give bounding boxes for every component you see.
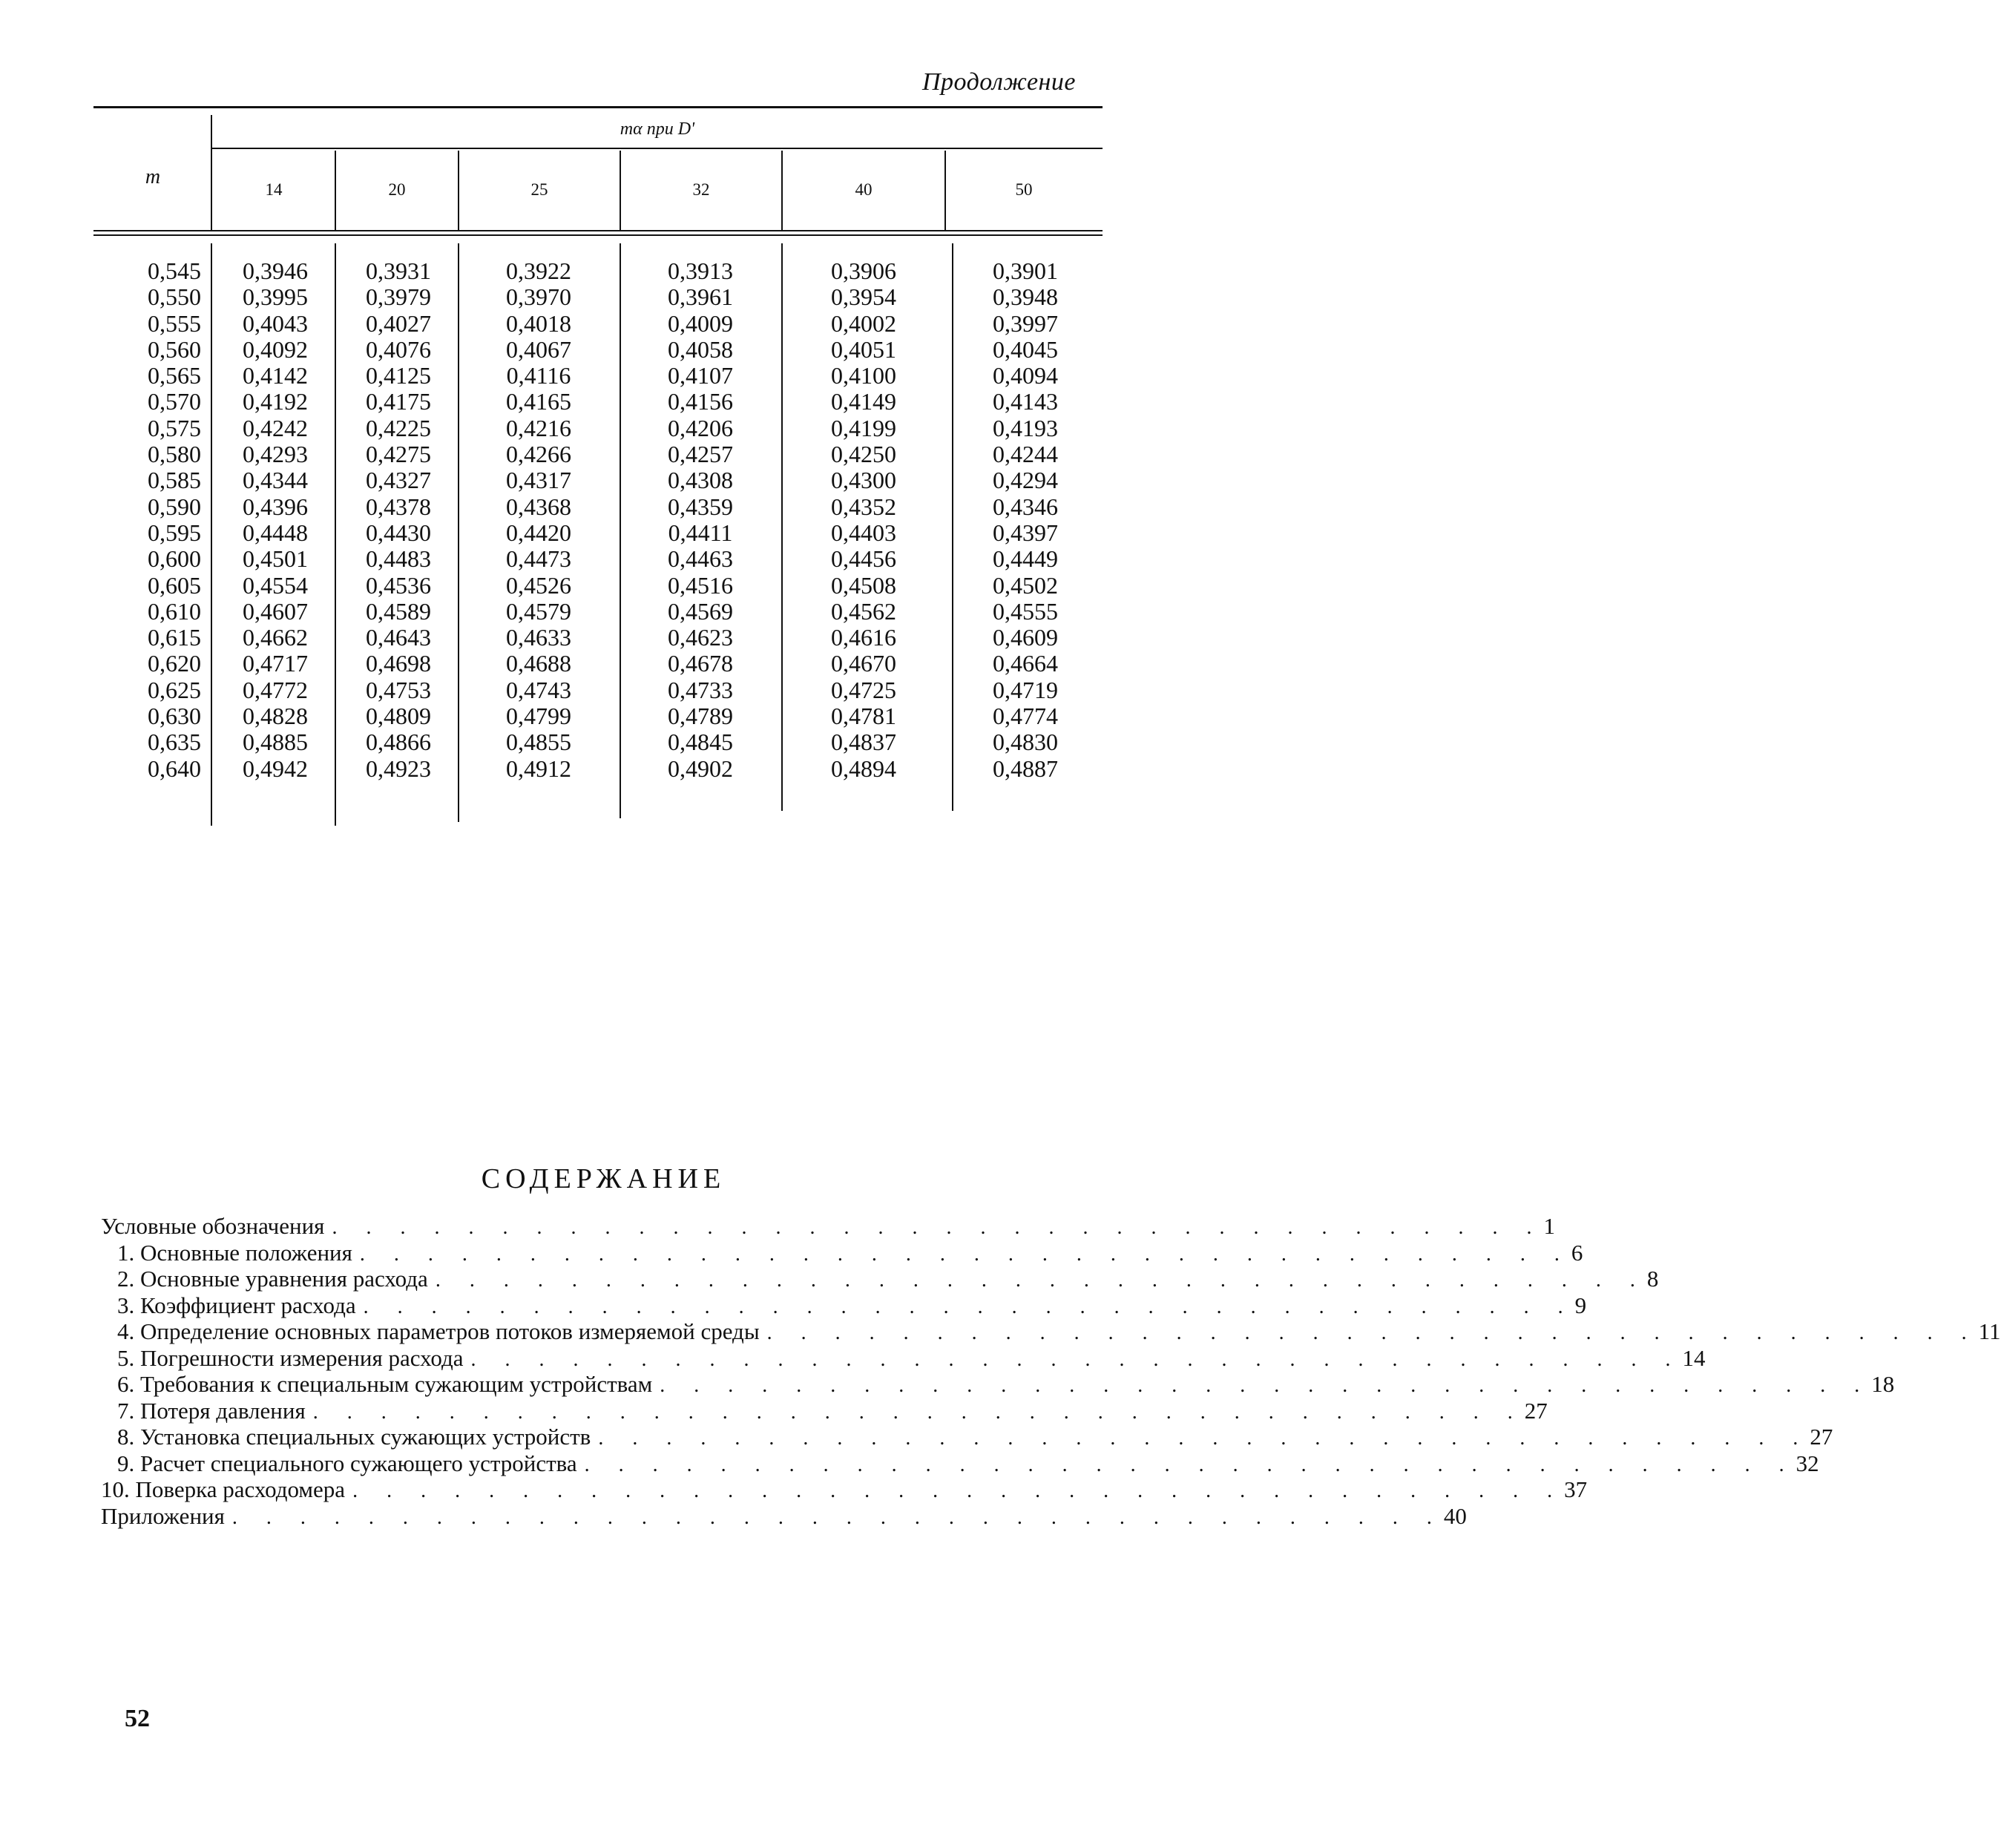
table-cell-m: 0,640 (148, 754, 201, 782)
column-header-25: 25 (530, 180, 548, 199)
table-cell: 0,4473 (506, 545, 571, 573)
table-cell: 0,4774 (993, 703, 1058, 730)
dot-leader: . . . . . . . . . . . . . . . . . . . . . . . . . . . . . . . . . . . . (435, 1269, 1647, 1292)
table-cell: 0,4662 (243, 624, 308, 651)
contents-entry-page: 8 (1646, 1266, 1659, 1292)
table-cell: 0,4589 (366, 597, 431, 625)
table-cell: 0,4346 (993, 493, 1058, 520)
contents-entry (101, 1213, 1555, 1240)
table-cell-m: 0,565 (148, 362, 201, 389)
table-cell: 0,4076 (366, 335, 431, 363)
table-cell: 0,4266 (506, 441, 571, 468)
table-cell: 0,4175 (366, 388, 431, 415)
table-cell: 0,4397 (993, 519, 1058, 546)
column-divider (620, 243, 621, 818)
contents-entry-page: 6 (1571, 1239, 1583, 1266)
dot-leader: . . . . . . . . . . . . . . . . . . . . . . . . . . . . . . . . . . . . (359, 1242, 1571, 1266)
table-cell: 0,4359 (668, 493, 733, 520)
table-cell: 0,4206 (668, 414, 733, 441)
contents-entry-page: 40 (1443, 1502, 1467, 1529)
table-cell: 0,4912 (506, 754, 571, 782)
table-cell: 0,4257 (668, 441, 733, 468)
table-cell: 0,4244 (993, 441, 1058, 468)
table-cell: 0,4193 (993, 414, 1058, 441)
table-cell: 0,4569 (668, 597, 733, 625)
table-cell: 0,4678 (668, 650, 733, 677)
column-divider (944, 151, 946, 230)
contents-entry-label: 9. Расчет специального сужающего устройства (117, 1450, 585, 1477)
contents-entry (101, 1450, 1819, 1477)
table-cell: 0,3946 (243, 257, 308, 284)
table-cell: 0,4396 (243, 493, 308, 520)
column-divider (211, 243, 212, 826)
table-cell-m: 0,560 (148, 335, 201, 363)
contents-entry-page: 11 (1978, 1318, 2001, 1344)
table-cell: 0,3913 (668, 257, 733, 284)
table-cell: 0,4242 (243, 414, 308, 441)
table-of-contents (101, 1213, 2001, 1529)
table-cell: 0,4463 (668, 545, 733, 573)
contents-entry (101, 1292, 1587, 1319)
table-cell: 0,4809 (366, 703, 431, 730)
table-cell: 0,4579 (506, 597, 571, 625)
table-cell: 0,4501 (243, 545, 308, 573)
table-cell: 0,4275 (366, 441, 431, 468)
table-cell-m: 0,615 (148, 624, 201, 651)
contents-entry (101, 1344, 1706, 1372)
contents-entry-label: Условные обозначения (101, 1213, 332, 1240)
table-cell: 0,4149 (831, 388, 896, 415)
table-cell-m: 0,570 (148, 388, 201, 415)
table-cell: 0,4165 (506, 388, 571, 415)
table-cell: 0,4456 (831, 545, 896, 573)
table-cell: 0,3970 (506, 283, 571, 311)
table-cell: 0,4733 (668, 676, 733, 703)
table-cell: 0,4094 (993, 362, 1058, 389)
table-cell: 0,4830 (993, 729, 1058, 756)
contents-entry-page: 27 (1524, 1397, 1548, 1424)
column-divider (781, 151, 783, 230)
table-cell: 0,4051 (831, 335, 896, 363)
table-cell: 0,4894 (831, 754, 896, 782)
table-cell: 0,4633 (506, 624, 571, 651)
table-cell: 0,3906 (831, 257, 896, 284)
contents-entry (101, 1502, 1467, 1530)
contents-entry-label: 4. Определение основных параметров потоков измеряемой среды (117, 1318, 767, 1345)
table-cell: 0,3922 (506, 257, 571, 284)
contents-entry-page: 32 (1795, 1450, 1819, 1476)
group-header-rule (212, 148, 1103, 149)
table-cell: 0,4526 (506, 571, 571, 599)
contents-entry-page: 27 (1810, 1424, 1833, 1450)
table-cell: 0,4344 (243, 467, 308, 494)
dot-leader: . . . . . . . . . . . . . . . . . . . . . . . . . . . . . . . . . . . . (598, 1427, 1810, 1450)
table-cell: 0,3931 (366, 257, 431, 284)
column-headers (212, 180, 1103, 210)
table-cell-m: 0,625 (148, 676, 201, 703)
table-cell: 0,4192 (243, 388, 308, 415)
table-top-rule (93, 106, 1103, 108)
table-cell: 0,4449 (993, 545, 1058, 573)
column-m-values (93, 258, 201, 782)
table-cell: 0,4142 (243, 362, 308, 389)
table-cell: 0,4293 (243, 441, 308, 468)
table-cell: 0,4789 (668, 703, 733, 730)
table-cell: 0,4216 (506, 414, 571, 441)
table-cell: 0,4448 (243, 519, 308, 546)
column-divider (620, 151, 621, 230)
table-cell: 0,4378 (366, 493, 431, 520)
table-cell: 0,4250 (831, 441, 896, 468)
column-divider (211, 115, 212, 230)
column-40-values (804, 258, 923, 782)
table-cell: 0,4670 (831, 650, 896, 677)
column-14-values (220, 258, 331, 782)
contents-entry-label: Приложения (101, 1503, 232, 1530)
table-cell: 0,4855 (506, 729, 571, 756)
table-cell: 0,3961 (668, 283, 733, 311)
contents-entry-label: 3. Коэффициент расхода (117, 1292, 364, 1319)
table-cell: 0,4483 (366, 545, 431, 573)
column-divider (335, 151, 336, 230)
table-cell-m: 0,630 (148, 703, 201, 730)
contents-entry (101, 1239, 1583, 1266)
contents-entry-label: 1. Основные положения (117, 1240, 360, 1266)
table-cell: 0,4067 (506, 335, 571, 363)
table-cell: 0,4352 (831, 493, 896, 520)
contents-entry (101, 1266, 1659, 1292)
column-divider (335, 243, 336, 826)
column-header-40: 40 (855, 180, 873, 199)
dot-leader: . . . . . . . . . . . . . . . . . . . . . . . . . . . . . . . . . . . . (660, 1374, 1872, 1397)
table-cell-m: 0,605 (148, 571, 201, 599)
table-cell: 0,3997 (993, 309, 1058, 337)
table-cell: 0,4664 (993, 650, 1058, 677)
table-cell-m: 0,595 (148, 519, 201, 546)
table-cell: 0,4799 (506, 703, 571, 730)
table-cell: 0,4845 (668, 729, 733, 756)
table-cell: 0,4018 (506, 309, 571, 337)
contents-entry-label: 7. Потеря давления (117, 1398, 313, 1424)
table-cell: 0,4403 (831, 519, 896, 546)
contents-title: СОДЕРЖАНИЕ (481, 1163, 726, 1194)
table-cell: 0,4554 (243, 571, 308, 599)
contents-entry-label: 6. Требования к специальным сужающим устройствам (117, 1371, 660, 1398)
column-divider (458, 151, 459, 230)
column-header-20: 20 (388, 180, 406, 199)
table-cell: 0,4725 (831, 676, 896, 703)
table-cell: 0,4045 (993, 335, 1058, 363)
table-cell: 0,4719 (993, 676, 1058, 703)
table-cell: 0,4837 (831, 729, 896, 756)
dot-leader: . . . . . . . . . . . . . . . . . . . . . . . . . . . . . . . . . . . . (766, 1321, 1979, 1344)
column-header-32: 32 (692, 180, 710, 199)
table-cell: 0,4698 (366, 650, 431, 677)
contents-entry-page: 14 (1682, 1344, 1706, 1371)
column-header-m: m (145, 165, 161, 188)
table-cell: 0,4009 (668, 309, 733, 337)
table-cell: 0,4688 (506, 650, 571, 677)
table-cell: 0,4902 (668, 754, 733, 782)
table-cell: 0,4643 (366, 624, 431, 651)
table-cell-m: 0,575 (148, 414, 201, 441)
column-32-values (641, 258, 760, 782)
table-cell-m: 0,590 (148, 493, 201, 520)
table-cell-m: 0,545 (148, 257, 201, 284)
table-cell: 0,4623 (668, 624, 733, 651)
table-cell: 0,4107 (668, 362, 733, 389)
table-cell: 0,4562 (831, 597, 896, 625)
table-cell: 0,4516 (668, 571, 733, 599)
table-cell: 0,4058 (668, 335, 733, 363)
contents-entry (101, 1318, 2001, 1345)
dot-leader: . . . . . . . . . . . . . . . . . . . . . . . . . . . . . . . . . . . . (332, 1216, 1544, 1239)
table-cell: 0,4156 (668, 388, 733, 415)
table-cell: 0,4092 (243, 335, 308, 363)
column-header-50: 50 (1015, 180, 1033, 199)
table-cell: 0,4327 (366, 467, 431, 494)
dot-leader: . . . . . . . . . . . . . . . . . . . . . . . . . . . . . . . . . . . . (312, 1400, 1525, 1424)
table-cell-m: 0,555 (148, 309, 201, 337)
table-cell: 0,3979 (366, 283, 431, 311)
table-cell-m: 0,600 (148, 545, 201, 573)
contents-entry (101, 1397, 1548, 1424)
contents-entry (101, 1424, 1833, 1450)
table-cell: 0,4199 (831, 414, 896, 441)
contents-entry-page: 9 (1574, 1292, 1587, 1318)
contents-entry-page: 18 (1871, 1371, 1895, 1397)
table-cell: 0,3954 (831, 283, 896, 311)
table-cell: 0,3948 (993, 283, 1058, 311)
contents-entry-label: 10. Поверка расходомера (101, 1476, 352, 1503)
table-cell: 0,4294 (993, 467, 1058, 494)
contents-entry-page: 1 (1543, 1213, 1555, 1239)
table-cell: 0,4772 (243, 676, 308, 703)
table-cell-m: 0,635 (148, 729, 201, 756)
table-cell: 0,4420 (506, 519, 571, 546)
table-cell: 0,4717 (243, 650, 308, 677)
table-cell-m: 0,610 (148, 597, 201, 625)
table-cell: 0,4828 (243, 703, 308, 730)
column-divider (952, 243, 953, 811)
table-cell: 0,4885 (243, 729, 308, 756)
column-header-14: 14 (265, 180, 283, 199)
table-cell-m: 0,580 (148, 441, 201, 468)
contents-entry-label: 2. Основные уравнения расхода (117, 1266, 436, 1292)
dot-leader: . . . . . . . . . . . . . . . . . . . . . . . . . . . . . . . . . . . . (584, 1453, 1796, 1476)
contents-entry (101, 1476, 1588, 1503)
table-cell: 0,4125 (366, 362, 431, 389)
column-group-header: mα при D' (620, 119, 695, 139)
header-double-rule (93, 230, 1103, 236)
table-cell: 0,4616 (831, 624, 896, 651)
contents-entry-label: 5. Погрешности измерения расхода (117, 1345, 471, 1372)
table-cell: 0,4411 (668, 519, 733, 546)
table-cell: 0,4609 (993, 624, 1058, 651)
table-cell: 0,4555 (993, 597, 1058, 625)
table-cell-m: 0,585 (148, 467, 201, 494)
table-cell: 0,4368 (506, 493, 571, 520)
table-cell: 0,4308 (668, 467, 733, 494)
table-cell-m: 0,550 (148, 283, 201, 311)
table-cell: 0,4116 (506, 362, 571, 389)
table-cell: 0,4317 (506, 467, 571, 494)
table-cell: 0,4143 (993, 388, 1058, 415)
table-cell: 0,4100 (831, 362, 896, 389)
table-cell: 0,4043 (243, 309, 308, 337)
dot-leader: . . . . . . . . . . . . . . . . . . . . . . . . . . . . . . . . . . . . (363, 1295, 1575, 1318)
table-cell: 0,4923 (366, 754, 431, 782)
table-cell: 0,4781 (831, 703, 896, 730)
table-cell: 0,4225 (366, 414, 431, 441)
dot-leader: . . . . . . . . . . . . . . . . . . . . . . . . . . . . . . . . . . . . (352, 1479, 1565, 1502)
table-cell: 0,4887 (993, 754, 1058, 782)
column-50-values (966, 258, 1085, 782)
table-cell-m: 0,620 (148, 650, 201, 677)
contents-entry-label: 8. Установка специальных сужающих устройств (117, 1424, 598, 1450)
table-cell: 0,3901 (993, 257, 1058, 284)
table-cell: 0,4502 (993, 571, 1058, 599)
table-cell: 0,4753 (366, 676, 431, 703)
table-cell: 0,3995 (243, 283, 308, 311)
contents-entry-page: 37 (1564, 1476, 1588, 1502)
column-25-values (479, 258, 598, 782)
column-20-values (343, 258, 454, 782)
table-cell: 0,4300 (831, 467, 896, 494)
table-cell: 0,4536 (366, 571, 431, 599)
table-cell: 0,4002 (831, 309, 896, 337)
table-cell: 0,4027 (366, 309, 431, 337)
column-divider (781, 243, 783, 811)
table-cell: 0,4942 (243, 754, 308, 782)
continuation-label: Продолжение (921, 68, 1076, 96)
table-cell: 0,4508 (831, 571, 896, 599)
page-number: 52 (125, 1705, 150, 1732)
contents-entry (101, 1371, 1895, 1398)
table-cell: 0,4430 (366, 519, 431, 546)
table-cell: 0,4607 (243, 597, 308, 625)
dot-leader: . . . . . . . . . . . . . . . . . . . . . . . . . . . . . . . . . . . . (231, 1505, 1444, 1529)
table-cell: 0,4743 (506, 676, 571, 703)
dot-leader: . . . . . . . . . . . . . . . . . . . . . . . . . . . . . . . . . . . . (470, 1347, 1683, 1371)
table-cell: 0,4866 (366, 729, 431, 756)
column-divider (458, 243, 459, 822)
